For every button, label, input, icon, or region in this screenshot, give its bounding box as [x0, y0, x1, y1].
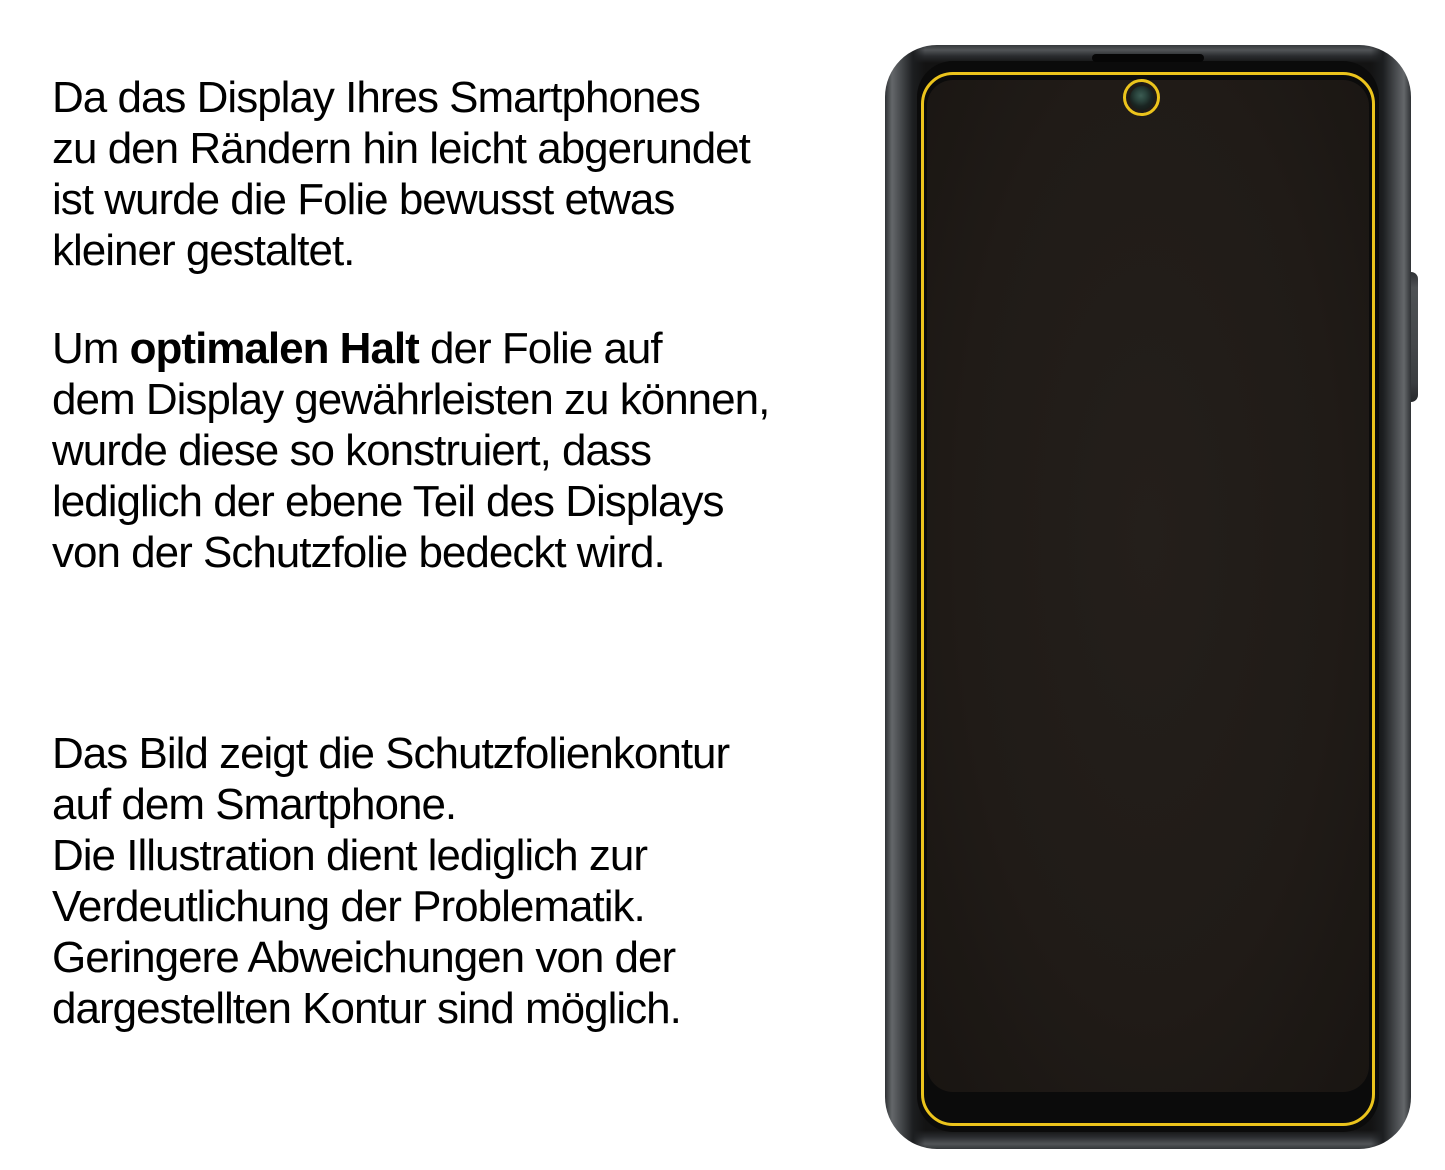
text-line — [52, 323, 769, 374]
text-line: zu den Rändern hin leicht abgerundet — [52, 124, 750, 173]
text-line: Die Illustration dient lediglich zur — [52, 831, 647, 880]
front-camera-icon — [1130, 86, 1154, 110]
text-segment: der Folie auf — [418, 324, 662, 373]
text-line: lediglich der ebene Teil des Displays — [52, 477, 724, 526]
text-line: Da das Display Ihres Smartphones — [52, 73, 700, 122]
paragraph-optimaler-halt — [52, 323, 769, 578]
text-segment-bold: optimalen Halt — [129, 324, 419, 373]
phone-body — [885, 45, 1411, 1149]
text-line: Das Bild zeigt die Schutzfolienkontur — [52, 729, 730, 778]
text-line: Geringere Abweichungen von der — [52, 933, 676, 982]
text-line: ist wurde die Folie bewusst etwas — [52, 175, 675, 224]
text-segment: Um — [52, 324, 130, 373]
text-line: auf dem Smartphone. — [52, 780, 457, 829]
text-line: von der Schutzfolie bedeckt wird. — [52, 528, 665, 577]
camera-cutout-outline — [1123, 79, 1160, 116]
text-line: dem Display gewährleisten zu können, — [52, 375, 770, 424]
text-line: wurde diese so konstruiert, dass — [52, 426, 651, 475]
text-line: kleiner gestaltet. — [52, 226, 355, 275]
paragraph-folie-kleiner — [52, 72, 750, 276]
protector-contour-outline — [921, 72, 1375, 1126]
text-line: dargestellten Kontur sind möglich. — [52, 984, 681, 1033]
paragraph-bild-hinweis — [52, 728, 729, 1034]
smartphone-illustration — [885, 45, 1411, 1149]
text-line: Verdeutlichung der Problematik. — [52, 882, 645, 931]
earpiece-speaker-slot — [1092, 54, 1204, 62]
